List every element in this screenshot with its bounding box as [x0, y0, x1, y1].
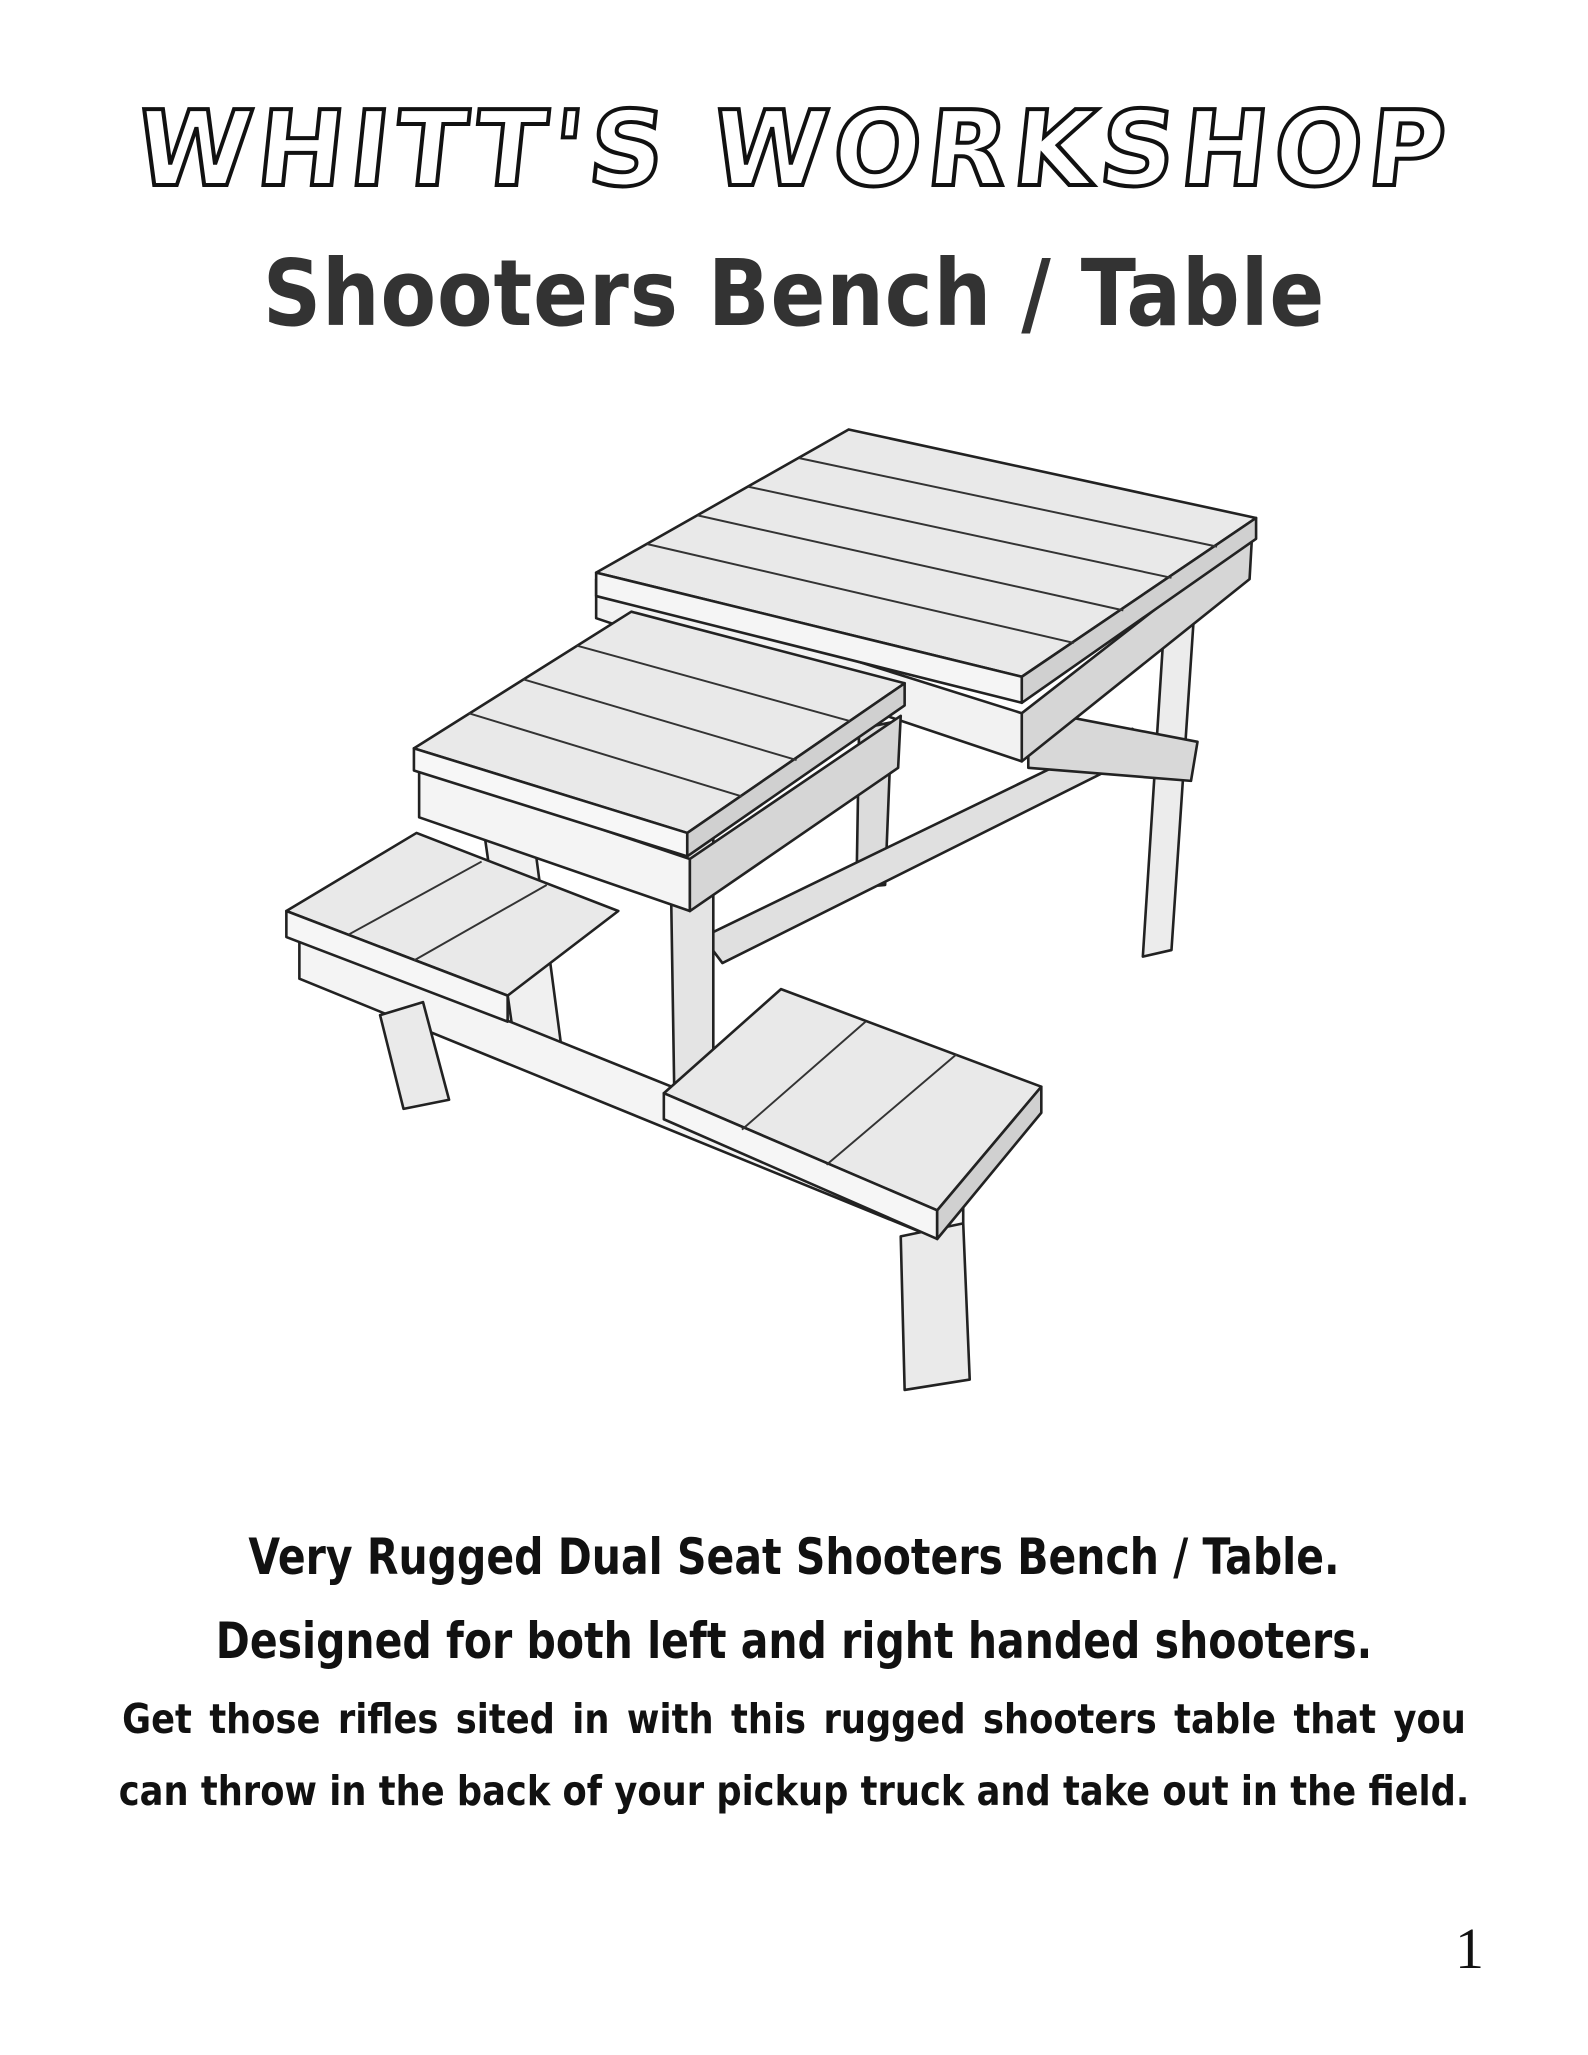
description-line-3: Get those rifles sited in with this rugged shooters table that you: [122, 1695, 1466, 1743]
description-line-1: Very Rugged Dual Seat Shooters Bench / Table.: [248, 1528, 1340, 1586]
bench-leg-right: [901, 1223, 970, 1390]
page-number: 1: [1455, 1916, 1484, 1981]
workshop-logo: WHITT'S WORKSHOP: [130, 88, 1458, 210]
description-line-4: can throw in the back of your pickup truck and take out in the field.: [118, 1767, 1470, 1815]
description-line-2: Designed for both left and right handed shooters.: [215, 1612, 1373, 1670]
page-title: Shooters Bench / Table: [262, 240, 1326, 347]
